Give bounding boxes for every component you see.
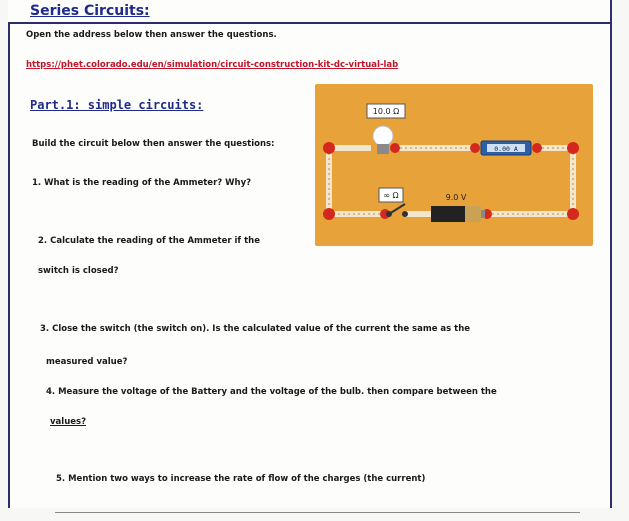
junction-ammeter-right [532, 143, 542, 153]
wire-left [329, 148, 385, 214]
circuit-diagram [315, 84, 593, 246]
switch-resistance-label: ∞ Ω [383, 191, 399, 200]
question-3-line2: measured value? [46, 357, 128, 367]
junction-top-left [323, 142, 335, 154]
battery-icon [431, 206, 485, 222]
junction-ammeter-left [470, 143, 480, 153]
question-2-line2: switch is closed? [38, 266, 119, 276]
question-3-line1: 3. Close the switch (the switch on). Is the calculated value of the current the same as the [40, 324, 471, 334]
question-4-line2: values? [50, 417, 86, 427]
bulb-resistance-label: 10.0 Ω [372, 107, 400, 116]
page-title: Series Circuits: [30, 3, 150, 19]
junction-bulb [390, 143, 400, 153]
question-4-line1: 4. Measure the voltage of the Battery and the voltage of the bulb. then compare between the [46, 387, 497, 397]
question-2-line1: 2. Calculate the reading of the Ammeter if the [38, 236, 260, 246]
phet-url-link[interactable]: https://phet.colorado.edu/en/simulation/circuit-construction-kit-dc-virtual-lab [26, 60, 399, 70]
document-page [8, 0, 612, 508]
junction-bottom-right [567, 208, 579, 220]
question-5: 5. Mention two ways to increase the rate of flow of the charges (the current) [56, 474, 426, 484]
bulb-icon [373, 126, 393, 154]
build-instruction: Build the circuit below then answer the questions: [32, 139, 275, 149]
question-1: 1. What is the reading of the Ammeter? Why? [32, 178, 252, 188]
bottom-rule [55, 512, 580, 513]
battery-voltage-label: 9.0 V [445, 193, 467, 202]
intro-text: Open the address below then answer the questions. [26, 30, 277, 40]
wire-right-bottom [487, 148, 573, 214]
junction-bottom-left [323, 208, 335, 220]
switch-icon [386, 204, 408, 217]
title-bar [8, 0, 610, 24]
circuit-figure [315, 84, 593, 246]
circuit-wires [329, 148, 573, 214]
part1-heading: Part.1: simple circuits: [30, 98, 204, 112]
junction-top-right [567, 142, 579, 154]
ammeter-reading: 0.00 A [494, 145, 518, 153]
